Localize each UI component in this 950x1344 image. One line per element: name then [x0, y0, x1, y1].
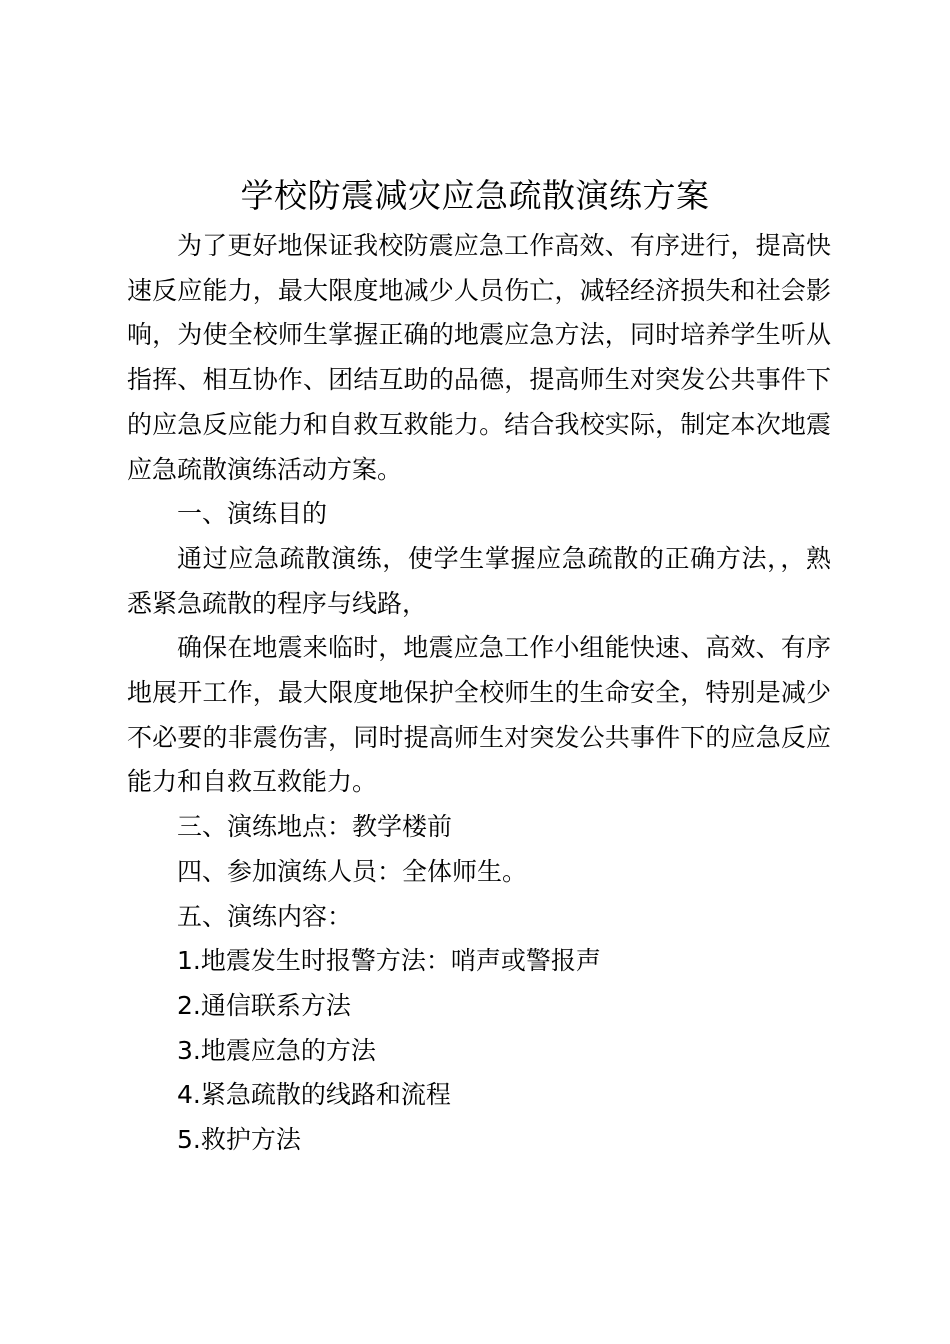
list-item: 1.地震发生时报警方法：哨声或警报声 [177, 946, 601, 976]
section-heading-content: 五、演练内容： [177, 901, 353, 931]
section-heading-participants: 四、参加演练人员：全体师生。 [177, 856, 528, 886]
section-heading-purpose: 一、演练目的 [177, 499, 328, 529]
section-heading-location: 三、演练地点：教学楼前 [177, 812, 453, 842]
list-item: 5.救护方法 [177, 1125, 301, 1155]
document-body [127, 224, 831, 1163]
list-item: 4.紧急疏散的线路和流程 [177, 1080, 451, 1110]
purpose-paragraph-2: 确保在地震来临时，地震应急工作小组能快速、高效、有序地展开工作，最大限度地保护全校师生的生命安全，特别是减少不必要的非震伤害，同时提高师生对突发公共事件下的应急反应能力和自救互救能力。 [127, 633, 831, 797]
list-item: 2.通信联系方法 [177, 990, 351, 1020]
list-item: 3.地震应急的方法 [177, 1035, 376, 1065]
intro-paragraph: 为了更好地保证我校防震应急工作高效、有序进行，提高快速反应能力，最大限度地减少人员伤亡，减轻经济损失和社会影响，为使全校师生掌握正确的地震应急方法，同时培养学生听从指挥、相互协作、团结互助的品德，提高师生对突发公共事件下的应急反应能力和自救互救能力。结合我校实际，制定本次地震应急疏散演练活动方案。 [127, 231, 831, 484]
purpose-paragraph-1: 通过应急疏散演练，使学生掌握应急疏散的正确方法，，熟悉紧急疏散的程序与线路， [127, 543, 831, 618]
document-title: 学校防震减灾应急疏散演练方案 [240, 176, 710, 215]
